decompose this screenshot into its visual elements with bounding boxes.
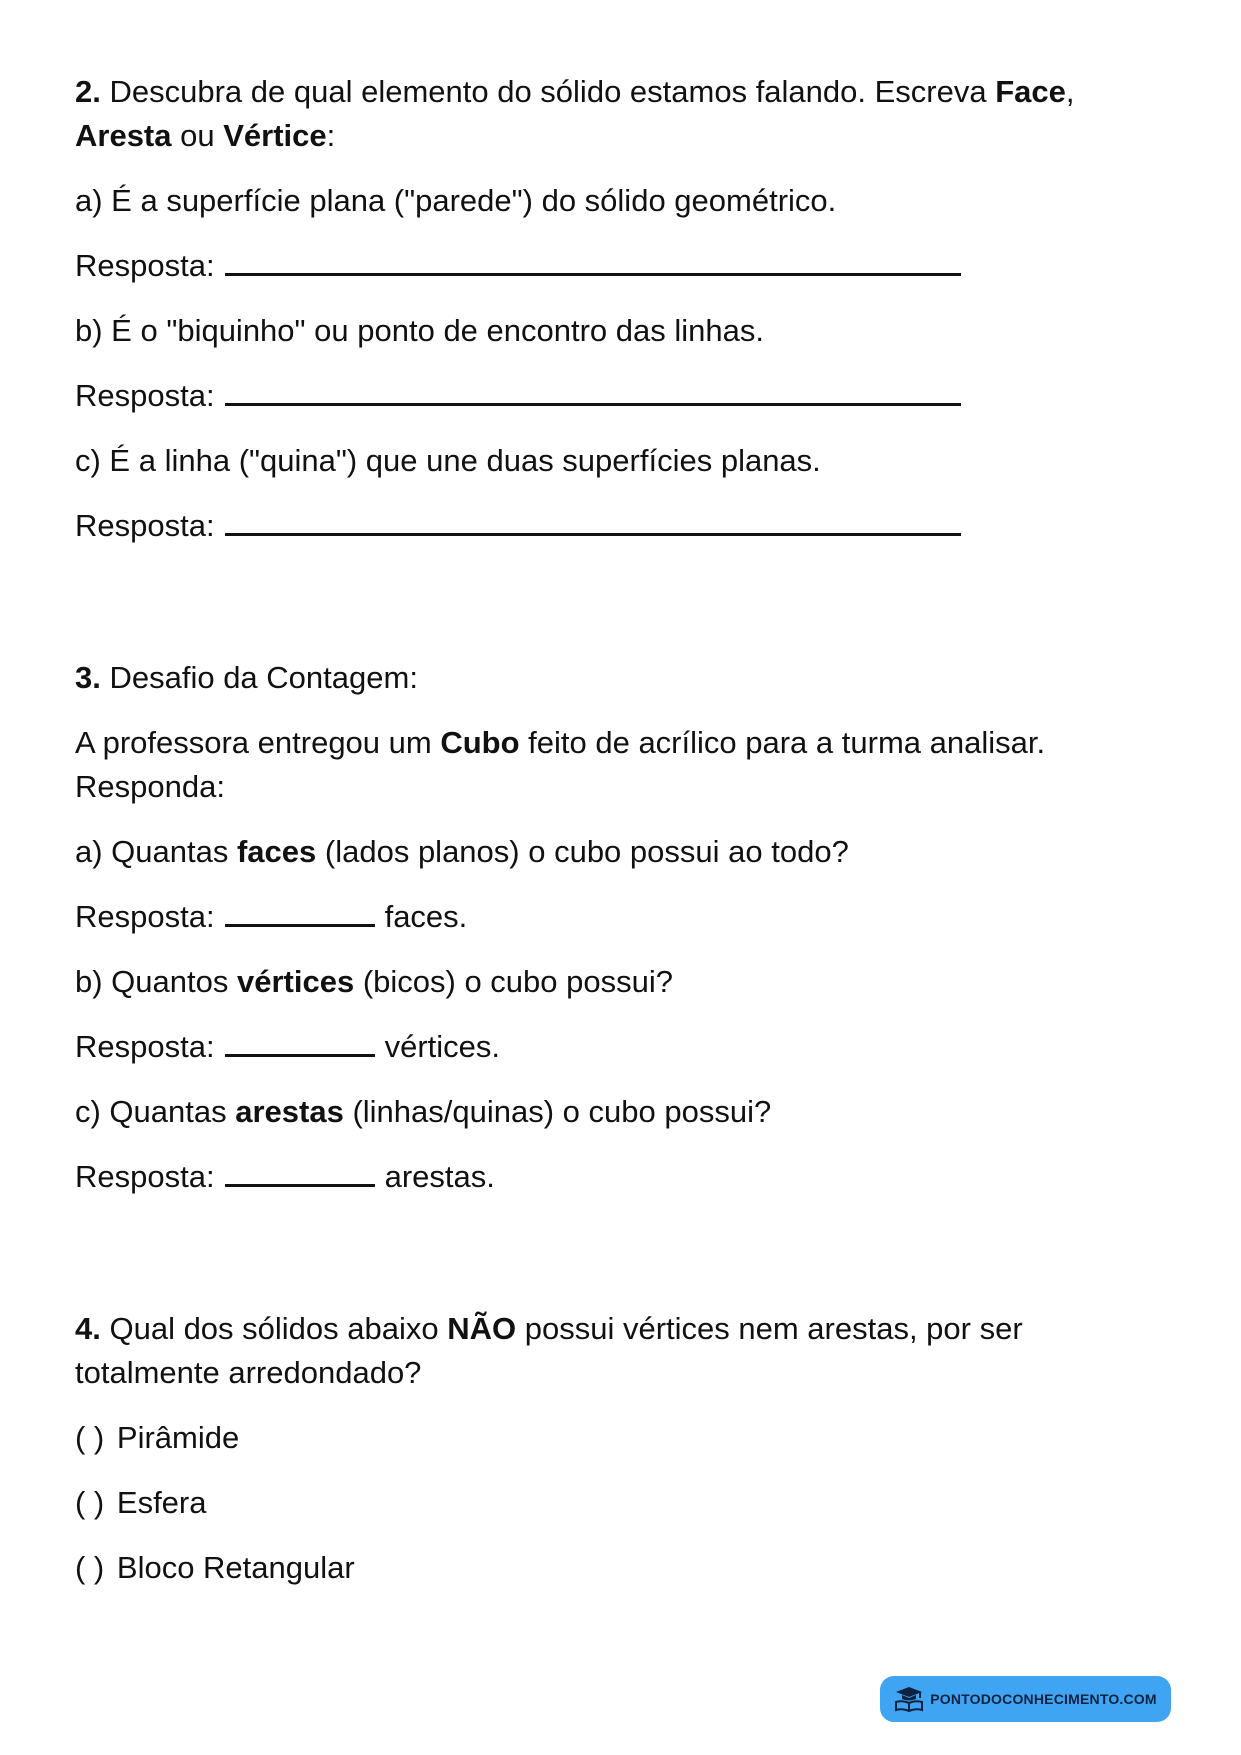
answer-blank[interactable] [225,505,961,536]
question-2-prompt [75,70,1175,158]
question-3-title [75,656,1175,700]
question-2b: b) É o "biquinho" ou ponto de encontro das linhas. [75,313,764,348]
question-4-prompt [75,1307,1175,1395]
answer-line-3b [75,1025,1175,1069]
question-number: 3. [75,660,101,695]
question-2c: c) É a linha ("quina") que une duas superfícies planas. [75,443,821,478]
answer-blank[interactable] [225,1026,375,1057]
option-esfera[interactable] [75,1481,1175,1525]
option-label: Esfera [116,1485,207,1520]
punctuation: : [326,118,336,153]
question-text: (lados planos) o cubo possui ao todo? [316,834,849,869]
answer-line-2a [75,244,1175,288]
answer-line-2b [75,374,1175,418]
answer-line-3c [75,1155,1175,1199]
punctuation: , [1065,74,1075,109]
answer-unit: arestas. [384,1159,495,1194]
answer-label: Resposta: [75,248,215,283]
answer-line-2c [75,504,1175,548]
brand-logo[interactable] [880,1676,1171,1722]
graduation-book-icon [894,1686,924,1712]
keyword-face: Face [995,74,1066,109]
keyword: arestas [235,1094,344,1129]
option-label: Pirâmide [116,1420,240,1455]
answer-blank[interactable] [225,375,961,406]
checkbox[interactable]: ( ) [75,1420,105,1455]
prompt-text: ou [171,118,224,153]
question-text: a) Quantas [75,834,237,869]
question-3-context [75,721,1175,809]
keyword-vertice: Vértice [223,118,327,153]
answer-blank[interactable] [225,1156,375,1187]
option-label: Bloco Retangular [116,1550,355,1585]
question-text: (bicos) o cubo possui? [354,964,673,999]
answer-label: Resposta: [75,899,215,934]
answer-label: Resposta: [75,378,215,413]
answer-label: Resposta: [75,1159,215,1194]
answer-label: Resposta: [75,1029,215,1064]
keyword-cubo: Cubo [440,725,520,760]
option-piramide[interactable] [75,1416,1175,1460]
question-number: 4. [75,1311,101,1346]
answer-label: Resposta: [75,508,215,543]
keyword-aresta: Aresta [75,118,172,153]
keyword-nao: NÃO [447,1311,517,1346]
question-3a [75,830,1175,874]
logo-text: PONTODOCONHECIMENTO.COM [930,1691,1157,1707]
keyword: vértices [236,964,355,999]
question-text: (linhas/quinas) o cubo possui? [343,1094,772,1129]
checkbox[interactable]: ( ) [75,1550,105,1585]
checkbox[interactable]: ( ) [75,1485,105,1520]
question-number: 2. [75,74,101,109]
prompt-text: possui vértices nem arestas, por ser totalmente arredondado? [75,1311,1023,1390]
answer-line-3a [75,895,1175,939]
option-bloco-retangular[interactable] [75,1546,1175,1590]
question-text: b) Quantos [75,964,237,999]
answer-unit: faces. [384,899,468,934]
worksheet [75,70,1175,1590]
question-text: c) Quantas [75,1094,236,1129]
question-3b [75,960,1175,1004]
answer-blank[interactable] [225,245,961,276]
context-text: A professora entregou um [75,725,441,760]
answer-unit: vértices. [384,1029,500,1064]
title-text: Desafio da Contagem: [100,660,418,695]
prompt-text: Qual dos sólidos abaixo [100,1311,448,1346]
answer-blank[interactable] [225,896,375,927]
question-3c [75,1090,1175,1134]
prompt-text: Descubra de qual elemento do sólido estamos falando. Escreva [100,74,996,109]
question-2a: a) É a superfície plana ("parede") do sólido geométrico. [75,183,837,218]
context-text: feito de acrílico para a turma analisar. Responda: [75,725,1046,804]
keyword: faces [236,834,317,869]
